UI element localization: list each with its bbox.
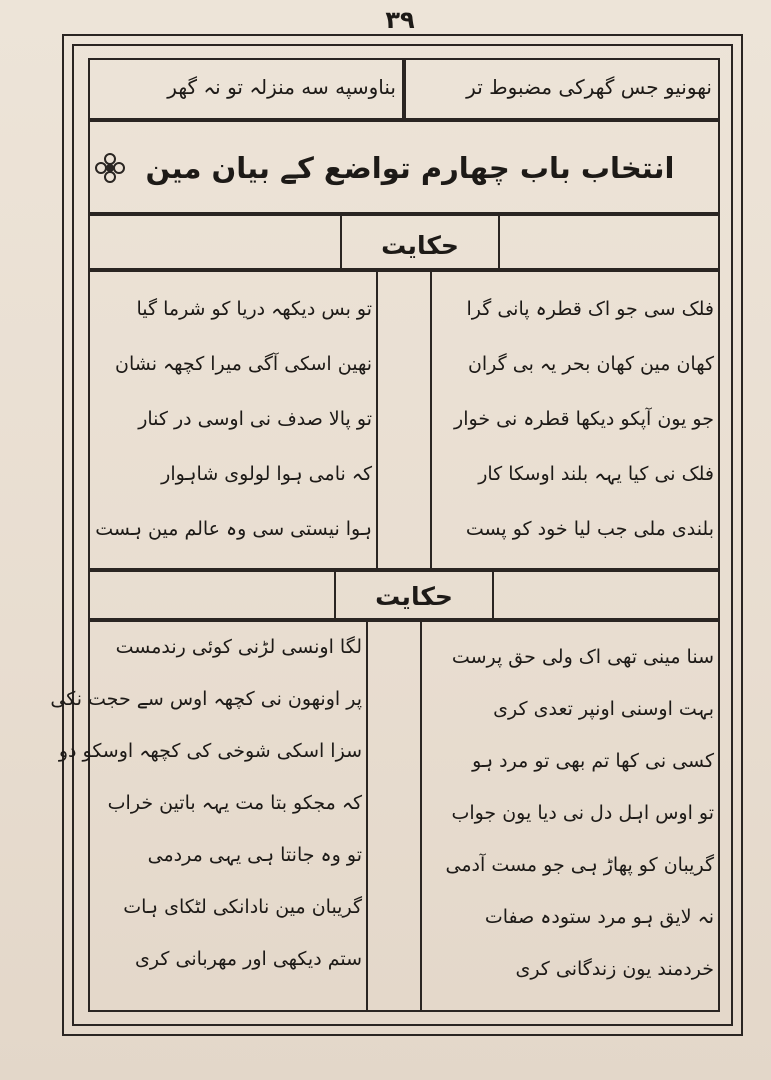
story2-left-verse-5: تو وہ جانتا ہی یہی مردمی [147,844,362,866]
story1-left-verse-2: نهین اسکی آگی میرا کچهہ نشان [115,353,372,375]
chapter-title: انتخاب باب چهارم تواضع کے بیان مین [145,151,675,185]
top-couplet-right: نهونیو جس گهرکی مضبوط تر [466,75,712,99]
story1-left-verse-5: ہوا نیستی سی وہ عالم مین ہست [95,518,372,540]
story2-right-verse-1: سنا مینی تهی اک ولی حق پرست [451,646,714,668]
story1-heading: حکایت [381,231,459,260]
story2-right-verse-6: نہ لایق ہو مرد ستودہ صفات [484,906,714,928]
story2-left-verse-1: لگا اونسی لڑنی کوئی رندمست [115,636,362,658]
story2-left-verse-4: کہ مجکو بتا مت یہہ باتین خراب [107,792,362,814]
story1-header-right [500,214,720,270]
story1-right-verse-5: بلندی ملی جب لیا خود کو پست [465,518,714,540]
story1-right-verse-2: کهان مین کهان بحر یہ بی گران [467,353,714,375]
story2-heading: حکایت [375,582,453,611]
story2-right-verse-7: خردمند یون زندگانی کری [515,958,714,980]
story1-header-left [88,214,340,270]
top-couplet-left: بناوسپه سه منزلہ تو نہ گهر [167,75,396,99]
story1-right-verse-1: فلک سی جو اک قطرہ پانی گرا [466,298,714,320]
story1-left-verse-1: تو بس دیکهہ دریا کو شرما گیا [136,298,372,320]
story2-right-verse-2: بہت اوسنی اونپر تعدی کری [493,698,714,720]
story1-right-verse-3: جو یون آپکو دیکها قطرہ نی خوار [454,408,714,430]
page-number: ۳۹ [385,6,415,34]
story2-header-right [494,570,720,620]
story1-left-verse-3: تو پالا صدف نی اوسی در کنار [138,408,372,430]
story2-right-verse-4: تو اوس اہل دل نی دیا یون جواب [451,802,714,824]
story2-header-left [88,570,334,620]
story2-left-verse-6: گریبان مین نادانکی لٹکای ہات [123,896,362,918]
story2-right-verse-3: کسی نی کها تم بهی تو مرد ہو [472,750,714,772]
story2-left-verse-7: ستم دیکهی اور مهربانی کری [135,948,362,970]
story1-right-verse-4: فلک نی کیا یہہ بلند اوسکا کار [478,463,714,485]
story1-center-column [378,270,430,570]
story2-left-verse-2: پر اونهون نی کچهہ اوس سے حجت نکی [50,688,362,710]
story2-left-verse-3: سزا اسکی شوخی کی کچهہ اوسکو دو [58,740,362,762]
story2-center-column [368,620,420,1012]
story2-right-verse-5: گریبان کو پهاڑ ہی جو مست آدمی [445,854,714,876]
story1-left-verse-4: کہ نامی ہوا لولوی شاہوار [161,463,372,485]
